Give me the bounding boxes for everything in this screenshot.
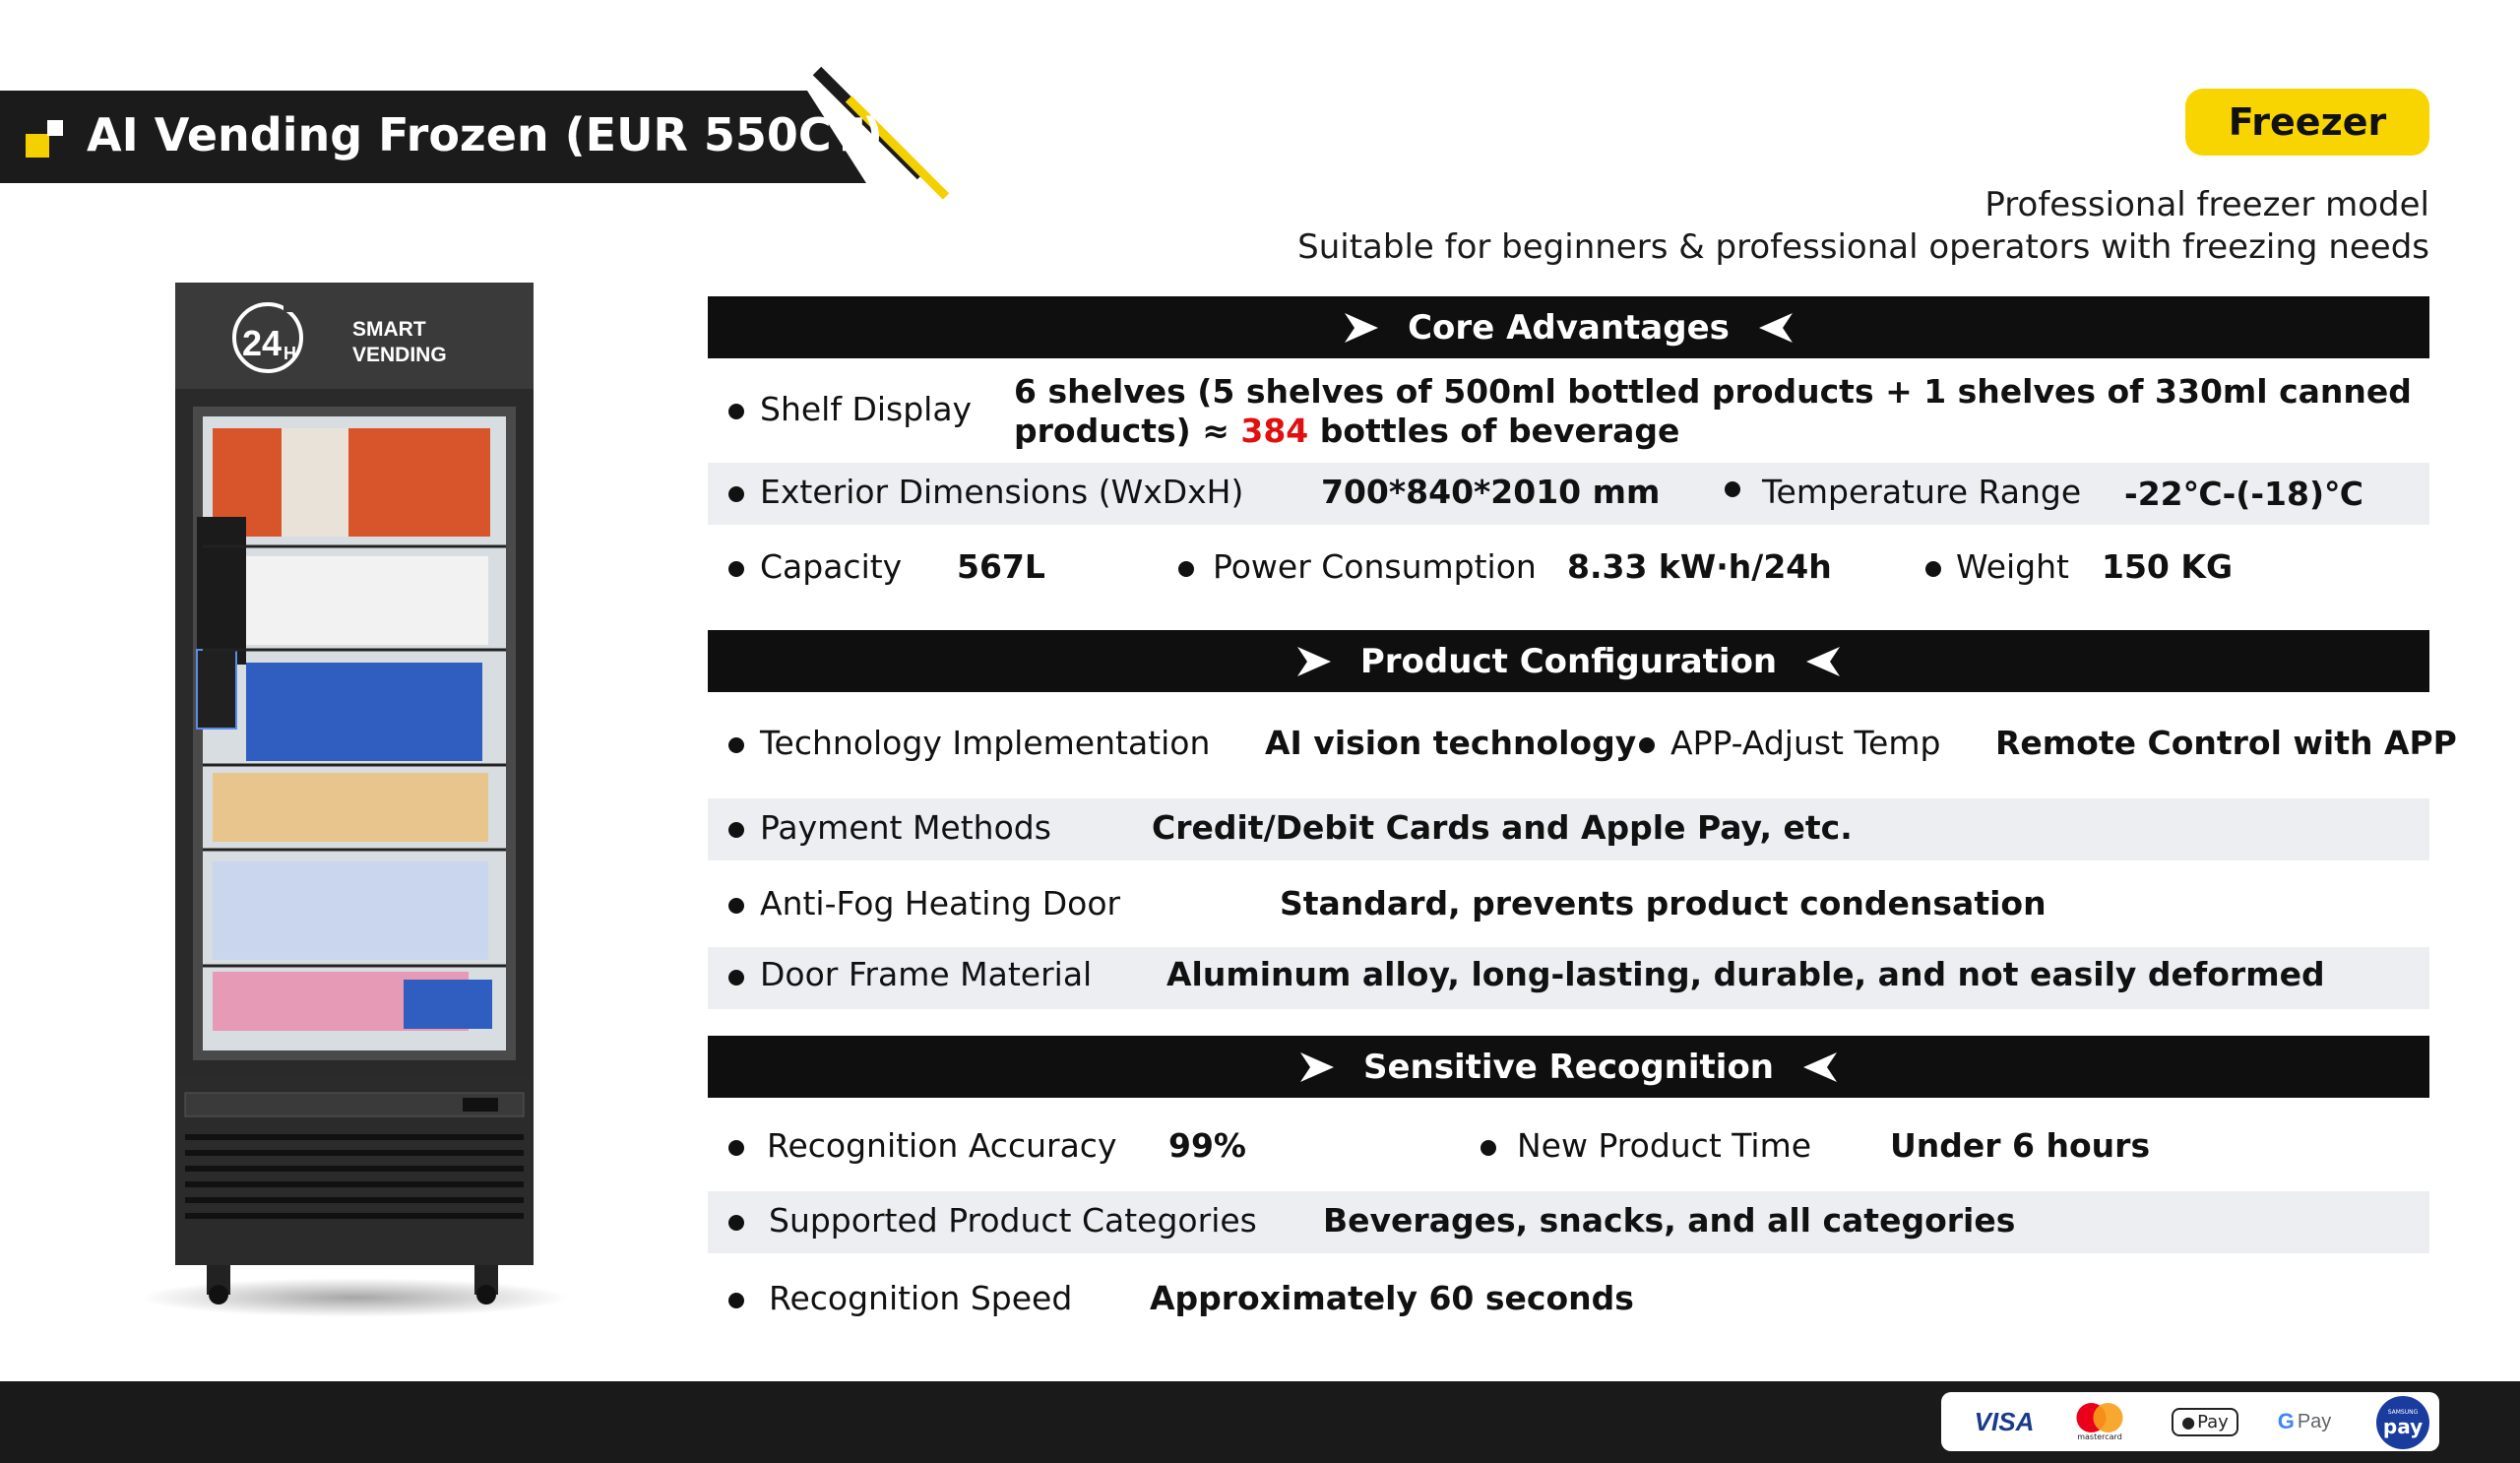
apple-pay-text: Pay: [2197, 1411, 2229, 1432]
shelf-display-value-line1: 6 shelves (5 shelves of 500ml bottled products + 1 shelves of 330ml canned: [1014, 372, 2412, 411]
shelf-display-label: Shelf Display: [760, 390, 973, 428]
bullet-icon: [1639, 737, 1655, 753]
subtitle-line-2: Suitable for beginners & professional operators with freezing needs: [1297, 227, 2429, 267]
shelf-display-value-line2: [1014, 412, 1679, 450]
bullet-icon: [1925, 561, 1941, 577]
samsung-pay-logo-icon: [2374, 1396, 2431, 1449]
freezer-product-image: [167, 281, 541, 1304]
samsung-text: SAMSUNG: [2387, 1409, 2419, 1416]
category-badge: Freezer: [2185, 89, 2429, 156]
arrow-left-icon: [1804, 645, 1842, 678]
bullet-icon: [728, 1140, 744, 1156]
shelf-value-text: products) ≈: [1014, 412, 1241, 450]
anti-fog-door-label: Anti-Fog Heating Door: [760, 884, 1121, 922]
bullet-icon: [1725, 481, 1740, 497]
sign-h-text: H: [284, 344, 296, 363]
arrow-right-icon: [1298, 1050, 1336, 1084]
mastercard-circles-icon: [2070, 1402, 2129, 1433]
google-pay-text: Pay: [2297, 1410, 2332, 1432]
recognition-speed-value: Approximately 60 seconds: [1150, 1279, 1634, 1317]
bullet-icon: [728, 561, 744, 577]
samsung-pay-text: pay: [2382, 1415, 2424, 1438]
supported-categories-label: Supported Product Categories: [769, 1201, 1257, 1240]
recognition-accuracy-label: Recognition Accuracy: [767, 1126, 1117, 1165]
temperature-range-value: -22℃-(-18)℃: [2124, 475, 2364, 513]
sign-smart-text: SMART: [352, 318, 426, 341]
apple-icon: ●: [2181, 1412, 2196, 1431]
bullet-icon: [728, 1215, 744, 1231]
bullet-icon: [728, 898, 744, 914]
section-header-product-configuration: [708, 630, 2429, 692]
page-title: AI Vending Frozen (EUR 550CT): [87, 108, 884, 161]
power-consumption-value: 8.33 kW·h/24h: [1567, 547, 1832, 586]
new-product-time-label: New Product Time: [1517, 1126, 1812, 1165]
section-title: Product Configuration: [1359, 641, 1778, 681]
bullet-icon: [728, 486, 744, 502]
arrow-right-icon: [1343, 311, 1380, 345]
temperature-range-label: Temperature Range: [1762, 473, 2082, 511]
weight-label: Weight: [1956, 547, 2069, 586]
exterior-dimensions-value: 700*840*2010 mm: [1321, 473, 1661, 511]
apple-pay-logo-icon: [2166, 1402, 2244, 1441]
capacity-label: Capacity: [760, 547, 903, 586]
brand-logo-icon: [26, 120, 65, 159]
section-header-sensitive-recognition: [708, 1036, 2429, 1098]
shelf-value-text: bottles of beverage: [1308, 412, 1680, 450]
power-consumption-label: Power Consumption: [1213, 547, 1537, 586]
anti-fog-door-value: Standard, prevents product condensation: [1280, 884, 2047, 922]
payment-methods-value: Credit/Debit Cards and Apple Pay, etc.: [1152, 808, 1853, 847]
section-header-core-advantages: [708, 296, 2429, 358]
bullet-icon: [728, 970, 744, 986]
subtitle-line-1: Professional freezer model: [1984, 185, 2429, 224]
bullet-icon: [1178, 561, 1194, 577]
door-frame-material-value: Aluminum alloy, long-lasting, durable, and not easily deformed: [1166, 955, 2325, 993]
bullet-icon: [728, 404, 744, 419]
bullet-icon: [1480, 1140, 1496, 1156]
recognition-accuracy-value: 99%: [1168, 1126, 1246, 1165]
app-adjust-temp-value: Remote Control with APP: [1995, 724, 2457, 762]
sign-vending-text: VENDING: [352, 344, 447, 366]
google-g-icon: G: [2277, 1409, 2295, 1433]
arrow-left-icon: [1757, 311, 1795, 345]
capacity-value: 567L: [957, 547, 1045, 586]
new-product-time-value: Under 6 hours: [1890, 1126, 2151, 1165]
section-title: Sensitive Recognition: [1362, 1047, 1775, 1087]
mastercard-logo-icon: [2065, 1402, 2134, 1441]
visa-logo-icon: [1969, 1402, 2040, 1441]
bullet-icon: [728, 737, 744, 753]
mastercard-logo-text: mastercard: [2077, 1432, 2122, 1441]
bullet-icon: [728, 1293, 744, 1308]
payment-methods-label: Payment Methods: [760, 808, 1051, 847]
door-frame-material-label: Door Frame Material: [760, 955, 1093, 993]
sign-24-text: 24: [241, 323, 282, 363]
weight-value: 150 KG: [2102, 547, 2234, 586]
technology-implementation-label: Technology Implementation: [760, 724, 1211, 762]
app-adjust-temp-label: APP-Adjust Temp: [1670, 724, 1941, 762]
bottle-count-highlight: 384: [1240, 412, 1309, 450]
visa-logo-text: VISA: [1974, 1406, 2035, 1436]
arrow-right-icon: [1295, 645, 1333, 678]
technology-implementation-value: AI vision technology: [1265, 724, 1637, 762]
google-pay-logo-icon: [2264, 1402, 2345, 1441]
bullet-icon: [728, 822, 744, 838]
exterior-dimensions-label: Exterior Dimensions (WxDxH): [760, 473, 1244, 511]
supported-categories-value: Beverages, snacks, and all categories: [1323, 1201, 2016, 1240]
arrow-left-icon: [1801, 1050, 1839, 1084]
section-title: Core Advantages: [1408, 307, 1730, 348]
recognition-speed-label: Recognition Speed: [769, 1279, 1073, 1317]
